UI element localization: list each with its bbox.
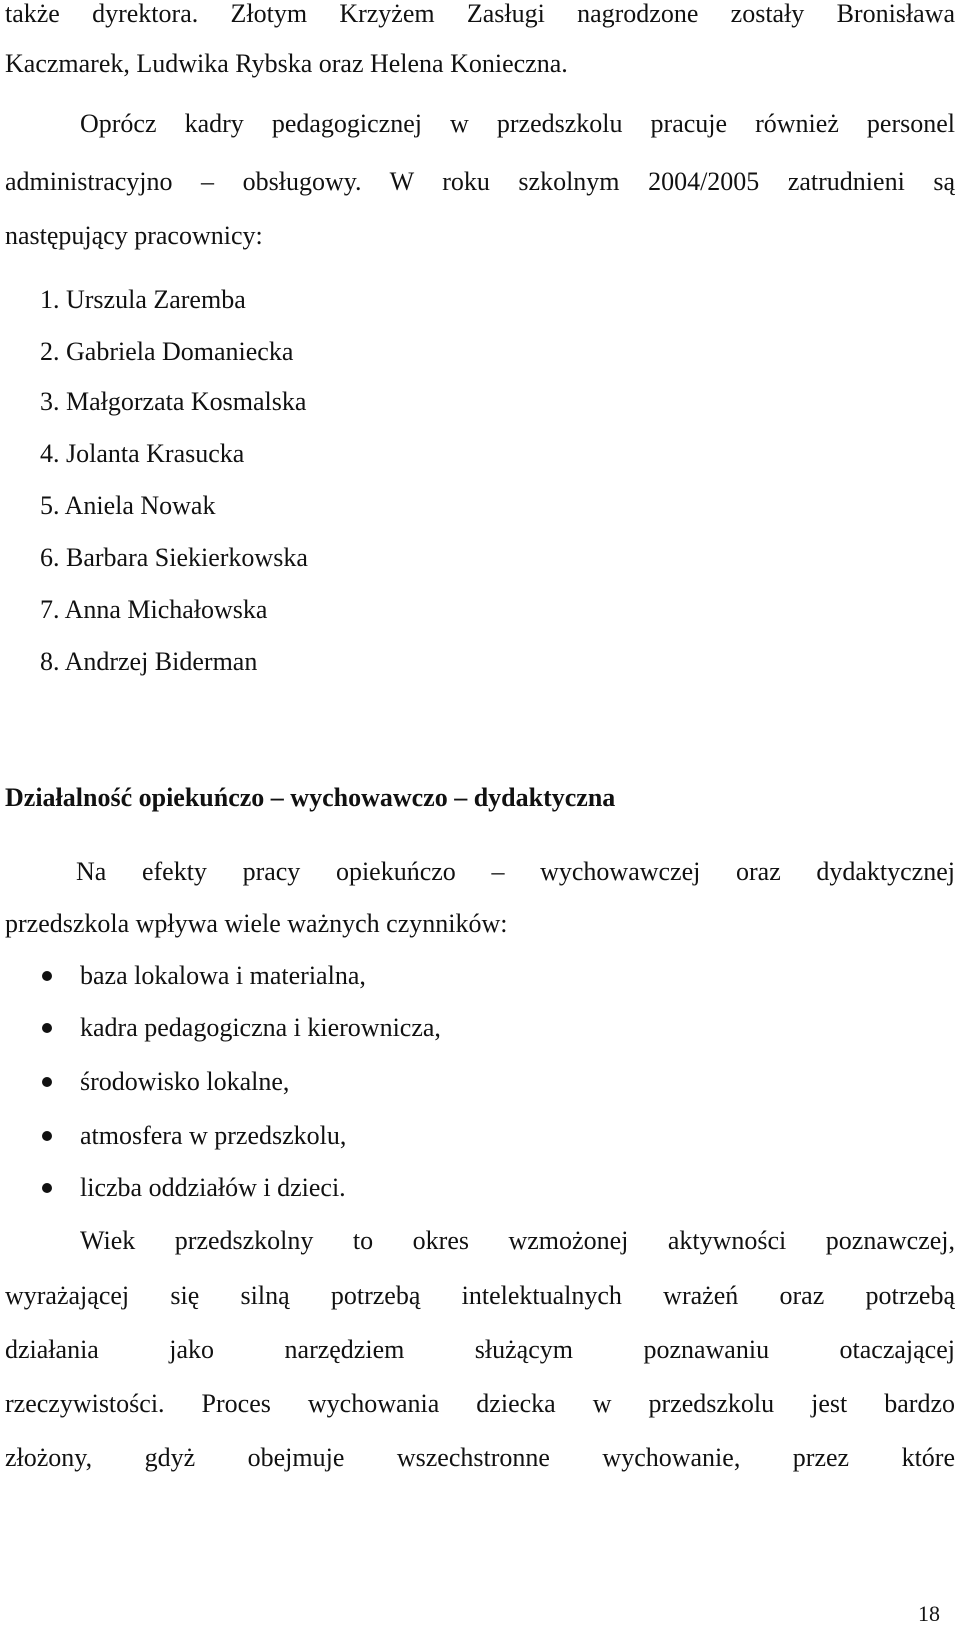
list-item: 8. Andrzej Biderman	[40, 647, 258, 676]
list-item-text: środowisko lokalne,	[80, 1067, 290, 1096]
bullet-icon	[42, 1023, 52, 1033]
paragraph-line: działania jako narzędziem służącym poznawaniu otaczającej	[5, 1335, 955, 1364]
list-item: 1. Urszula Zaremba	[40, 285, 246, 314]
paragraph-line: złożony, gdyż obejmuje wszechstronne wychowanie, przez które	[5, 1443, 955, 1472]
list-item: 7. Anna Michałowska	[40, 595, 268, 624]
list-item: 6. Barbara Siekierkowska	[40, 543, 308, 572]
list-item: 4. Jolanta Krasucka	[40, 439, 245, 468]
page-number: 18	[918, 1601, 940, 1626]
bullet-icon	[42, 1183, 52, 1193]
paragraph-line: Wiek przedszkolny to okres wzmożonej aktywności poznawczej,	[80, 1226, 955, 1255]
section-heading: Działalność opiekuńczo – wychowawczo – dydaktyczna	[5, 783, 616, 812]
paragraph-line: Na efekty pracy opiekuńczo – wychowawczej oraz dydaktycznej	[76, 857, 955, 886]
list-item: 3. Małgorzata Kosmalska	[40, 387, 307, 416]
paragraph-line: rzeczywistości. Proces wychowania dziecka w przedszkolu jest bardzo	[5, 1389, 955, 1418]
bullet-icon	[42, 1131, 52, 1141]
paragraph-line: Oprócz kadry pedagogicznej w przedszkolu pracuje również personel	[80, 109, 955, 138]
list-item-text: atmosfera w przedszkolu,	[80, 1121, 347, 1150]
list-item: 2. Gabriela Domaniecka	[40, 337, 294, 366]
paragraph-line: przedszkola wpływa wiele ważnych czynników:	[5, 909, 508, 938]
bullet-icon	[42, 1077, 52, 1087]
list-item-text: baza lokalowa i materialna,	[80, 961, 366, 990]
list-item: 5. Aniela Nowak	[40, 491, 216, 520]
paragraph-line: wyrażającej się silną potrzebą intelektualnych wrażeń oraz potrzebą	[5, 1281, 955, 1310]
paragraph-line: także dyrektora. Złotym Krzyżem Zasługi nagrodzone zostały Bronisława	[5, 0, 955, 28]
bullet-icon	[42, 971, 52, 981]
paragraph-line: administracyjno – obsługowy. W roku szkolnym 2004/2005 zatrudnieni są	[5, 167, 955, 196]
paragraph-line: Kaczmarek, Ludwika Rybska oraz Helena Konieczna.	[5, 49, 568, 78]
paragraph-line: następujący pracownicy:	[5, 221, 263, 250]
list-item-text: kadra pedagogiczna i kierownicza,	[80, 1013, 441, 1042]
list-item-text: liczba oddziałów i dzieci.	[80, 1173, 346, 1202]
